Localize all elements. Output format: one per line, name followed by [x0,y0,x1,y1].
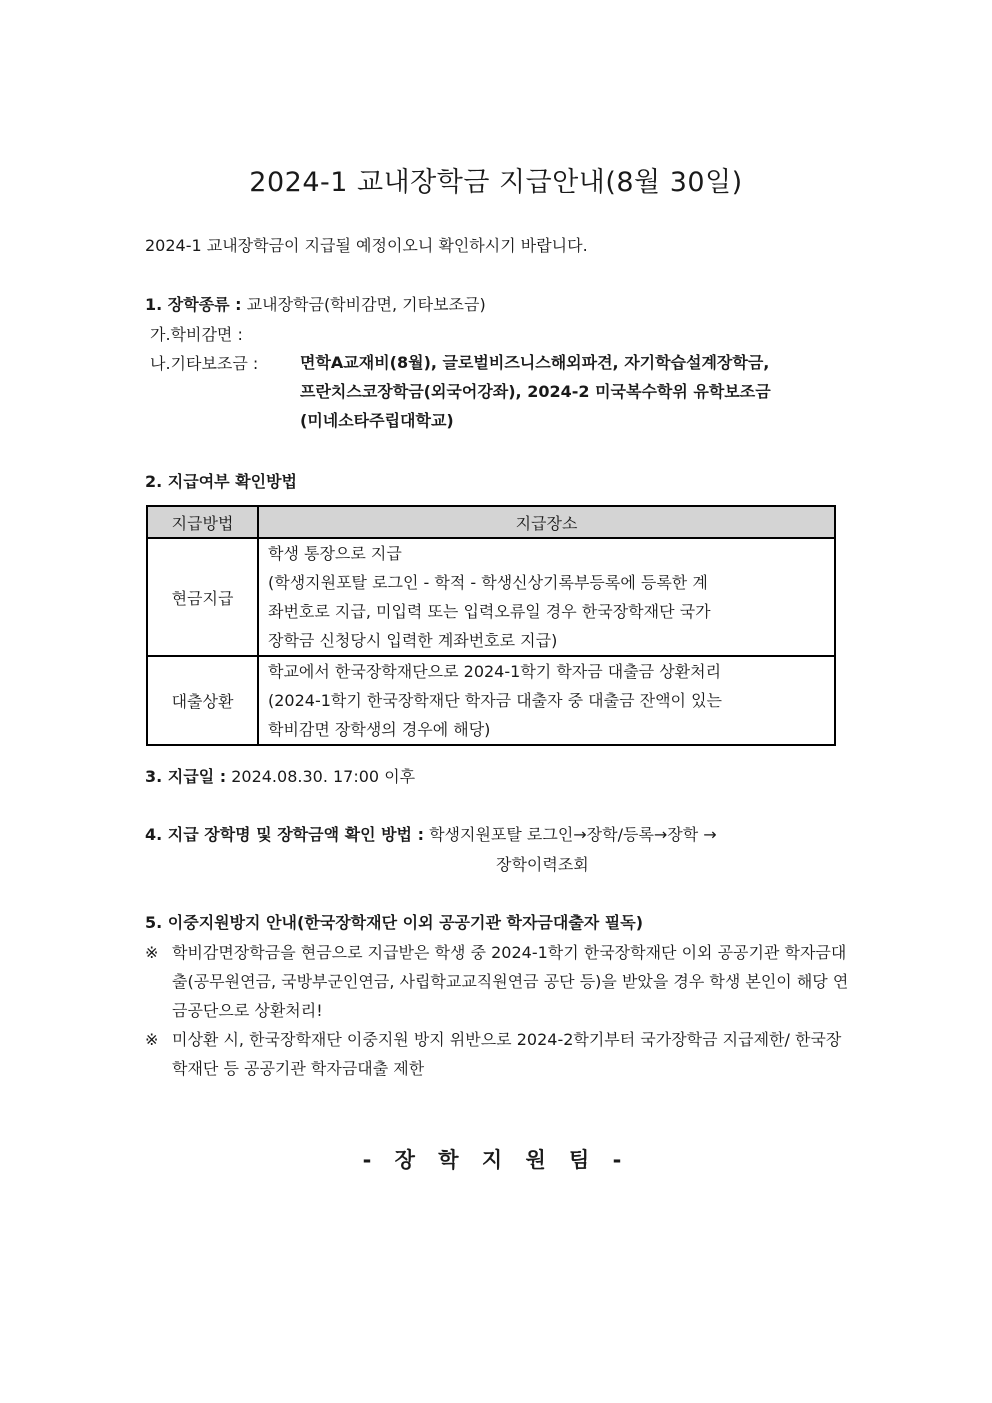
table-cell-place [258,656,835,745]
table-row [147,656,835,745]
cell-line: 장학금 신청당시 입력한 계좌번호로 지급) [268,631,558,650]
cell-line: 좌번호로 지급, 미입력 또는 입력오류일 경우 한국장학재단 국가 [268,602,711,621]
section-4 [145,822,717,845]
cell-line: 학교에서 한국장학재단으로 2024-1학기 학자금 대출금 상환처리 [268,662,722,681]
cell-line: 학비감면 장학생의 경우에 해당) [268,720,491,739]
notice-text: 미상환 시, 한국장학재단 이중지원 방지 위반으로 2024-2학기부터 국가장학금 지급제한/ 한국장학재단 등 공공기관 학자금대출 제한 [172,1030,842,1078]
table-cell-place [258,538,835,656]
cell-line: 학생 통장으로 지급 [268,544,402,563]
table-row [147,538,835,656]
section-1-sub-b-value [300,348,771,435]
cell-line: (학생지원포탈 로그인 - 학적 - 학생신상기록부등록에 등록한 계 [268,573,708,592]
section-1-label: 1. 장학종류 : [145,295,242,314]
cell-line: (2024-1학기 한국장학재단 학자금 대출자 중 대출금 잔액이 있는 [268,691,723,710]
section-4-label: 4. 지급 장학명 및 장학금액 확인 방법 : [145,825,424,844]
section-1-value: 교내장학금(학비감면, 기타보조금) [241,295,486,314]
payment-method-table [146,505,836,746]
section-4-value-cont: 장학이력조회 [496,855,589,874]
section-5-label: 5. 이중지원방지 안내(한국장학재단 이외 공공기관 학자금대출자 필독) [145,913,644,932]
table-cell-method: 대출상환 [147,656,258,745]
reference-mark-icon: ※ [145,943,159,962]
sub-b-line: (미네소타주립대학교) [300,411,454,430]
notice-item [145,1025,850,1083]
table-header-row [147,506,835,538]
footer-team-name: - 장 학 지 원 팀 - [362,1148,630,1172]
notice-text: 학비감면장학금을 현금으로 지급받은 학생 중 2024-1학기 한국장학재단 이외 공공기관 학자금대출(공무원연금, 국방부군인연금, 사립학교교직원연금 공단 등)을 받았을 경우 학생 본인이 해당 연금공단으로 상환처리! [172,943,849,1020]
notice-item [145,938,850,1025]
section-2-label: 2. 지급여부 확인방법 [145,472,297,491]
table-header-place: 지급장소 [258,506,835,538]
section-1-sub-b-label: 나.기타보조금 : [150,354,259,373]
intro-text: 2024-1 교내장학금이 지급될 예정이오니 확인하시기 바랍니다. [145,236,588,255]
section-3 [145,764,415,787]
section-3-label: 3. 지급일 : [145,767,227,786]
section-3-value: 2024.08.30. 17:00 이후 [226,767,416,786]
sub-b-line: 프란치스코장학금(외국어강좌), 2024-2 미국복수학위 유학보조금 [300,382,771,401]
page-title: 2024-1 교내장학금 지급안내(8월 30일) [249,167,743,198]
section-1 [145,292,486,315]
section-4-value: 학생지원포탈 로그인→장학/등록→장학 → [424,825,717,844]
section-1-sub-a: 가.학비감면 : [150,325,243,344]
table-header-method: 지급방법 [147,506,258,538]
reference-mark-icon: ※ [145,1030,159,1049]
table-cell-method: 현금지급 [147,538,258,656]
sub-b-line: 면학A교재비(8월), 글로벌비즈니스해외파견, 자기학습설계장학금, [300,353,770,372]
